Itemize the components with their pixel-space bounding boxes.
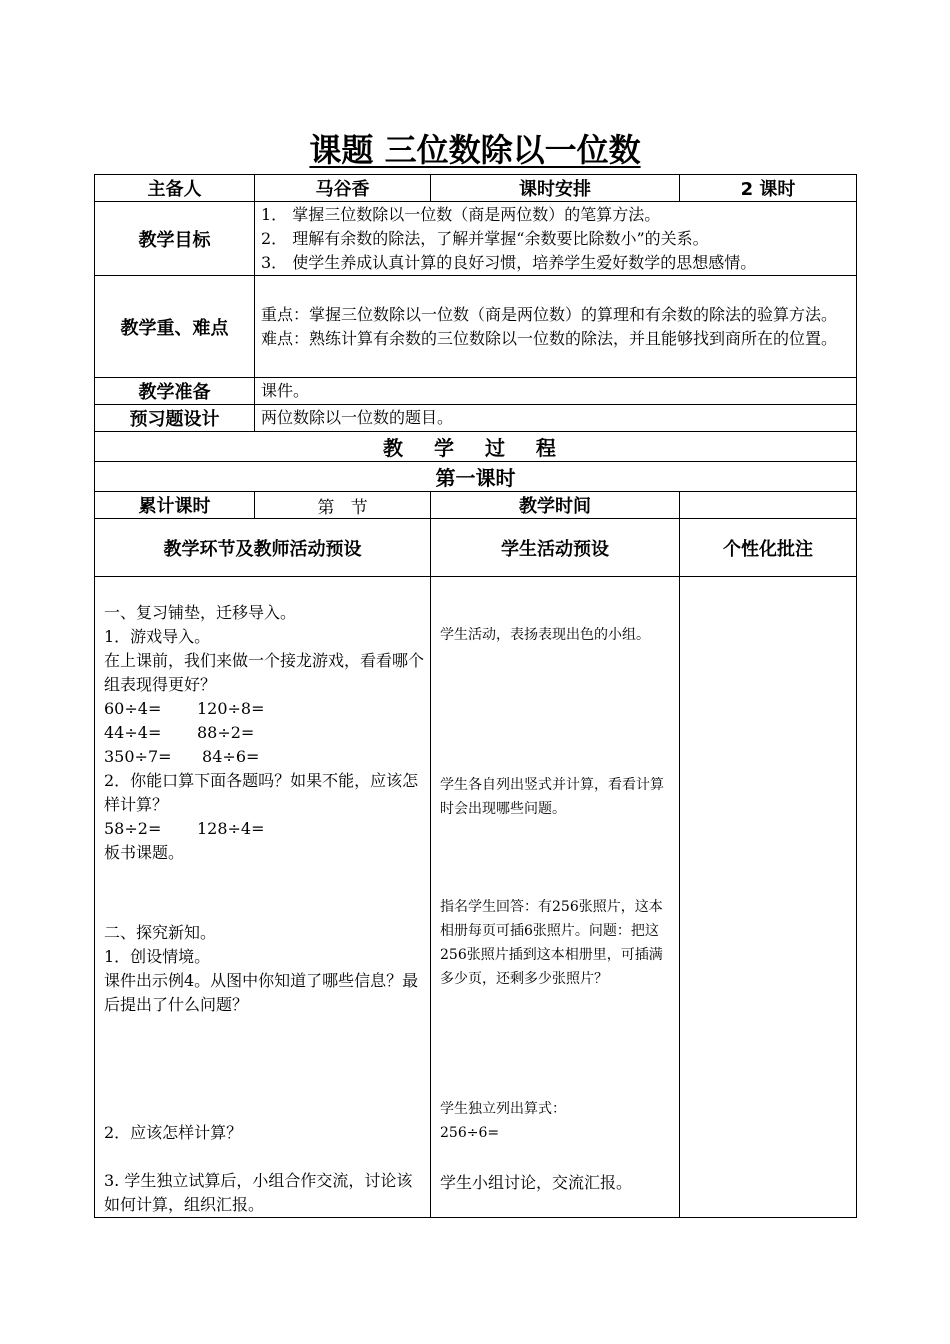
preparer-name: 马谷香 [255,175,431,202]
teacher-line: 课件出示例4。从图中你知道了哪些信息？最后提出了什么问题？ [104,971,419,1014]
goal-item: 2． 理解有余数的除法，了解并掌握“余数要比除数小”的关系。 [261,228,709,248]
process-title: 教 学 过 程 [95,432,857,462]
teacher-line: 2．你能口算下面各题吗？如果不能，应该怎样计算？ [104,771,419,814]
teacher-line: 60÷4= 120÷8= [104,699,265,718]
annotation-cell [680,577,857,1218]
goals-label: 教学目标 [95,202,255,276]
lesson-title: 第一课时 [95,462,857,492]
page-title: 课题 三位数除以一位数 [309,131,641,169]
goal-item: 3． 使学生养成认真计算的良好习惯，培养学生爱好数学的思想感情。 [261,252,757,272]
student-line: 指名学生回答：有256张照片，这本相册每页可插6张照片。问题：把这256张照片插到这本相册里，可插满多少页，还剩多少张照片？ [440,899,663,987]
preview-label: 预习题设计 [95,405,255,432]
teacher-line: 44÷4= 88÷2= [104,723,255,742]
teacher-activities [95,577,431,1218]
teacher-line: 二、探究新知。 [104,923,217,942]
teacher-line: 板书课题。 [104,843,185,862]
schedule-value: 2 课时 [680,175,857,202]
teacher-line: 一、复习铺垫，迁移导入。 [104,603,297,622]
section-value: 第 节 [255,492,431,519]
preparer-label: 主备人 [95,175,255,202]
lesson-plan-table [94,174,856,1218]
teacher-line: 1．游戏导入。 [104,627,211,646]
teacher-line: 1．创设情境。 [104,947,211,966]
preparation-label: 教学准备 [95,378,255,405]
schedule-label: 课时安排 [431,175,680,202]
student-activities [431,577,680,1218]
cumulative-label: 累计课时 [95,492,255,519]
teacher-line: 在上课前，我们来做一个接龙游戏，看看哪个组表现得更好？ [104,651,425,694]
preparation-value: 课件。 [255,378,857,405]
teacher-column-header: 教学环节及教师活动预设 [95,519,431,577]
goal-item: 1． 掌握三位数除以一位数（商是两位数）的笔算方法。 [261,204,661,224]
preview-value: 两位数除以一位数的题目。 [255,405,857,432]
student-line: 学生各自列出竖式并计算，看看计算时会出现哪些问题。 [440,777,664,817]
difficult-point: 难点：熟练计算有余数的三位数除以一位数的除法，并且能够找到商所在的位置。 [261,328,838,348]
student-line: 学生独立列出算式： [440,1101,566,1117]
student-line: 学生活动，表扬表现出色的小组。 [440,627,650,643]
teaching-time-label: 教学时间 [431,492,680,519]
teacher-line: 2．应该怎样计算？ [104,1123,243,1142]
key-point: 重点：掌握三位数除以一位数（商是两位数）的算理和有余数的除法的验算方法。 [261,304,838,324]
goals-content [255,202,857,276]
student-line: 学生小组讨论，交流汇报。 [440,1173,633,1192]
keypoints-label: 教学重、难点 [95,276,255,378]
keypoints-content [255,276,857,378]
annotation-column-header: 个性化批注 [680,519,857,577]
teacher-line: 350÷7= 84÷6= [104,747,260,766]
student-column-header: 学生活动预设 [431,519,680,577]
teaching-time-value [680,492,857,519]
student-line: 256÷6= [440,1125,500,1141]
teacher-line: 58÷2= 128÷4= [104,819,265,838]
teacher-line: 3. 学生独立试算后，小组合作交流，讨论该如何计算，组织汇报。 [104,1171,413,1214]
